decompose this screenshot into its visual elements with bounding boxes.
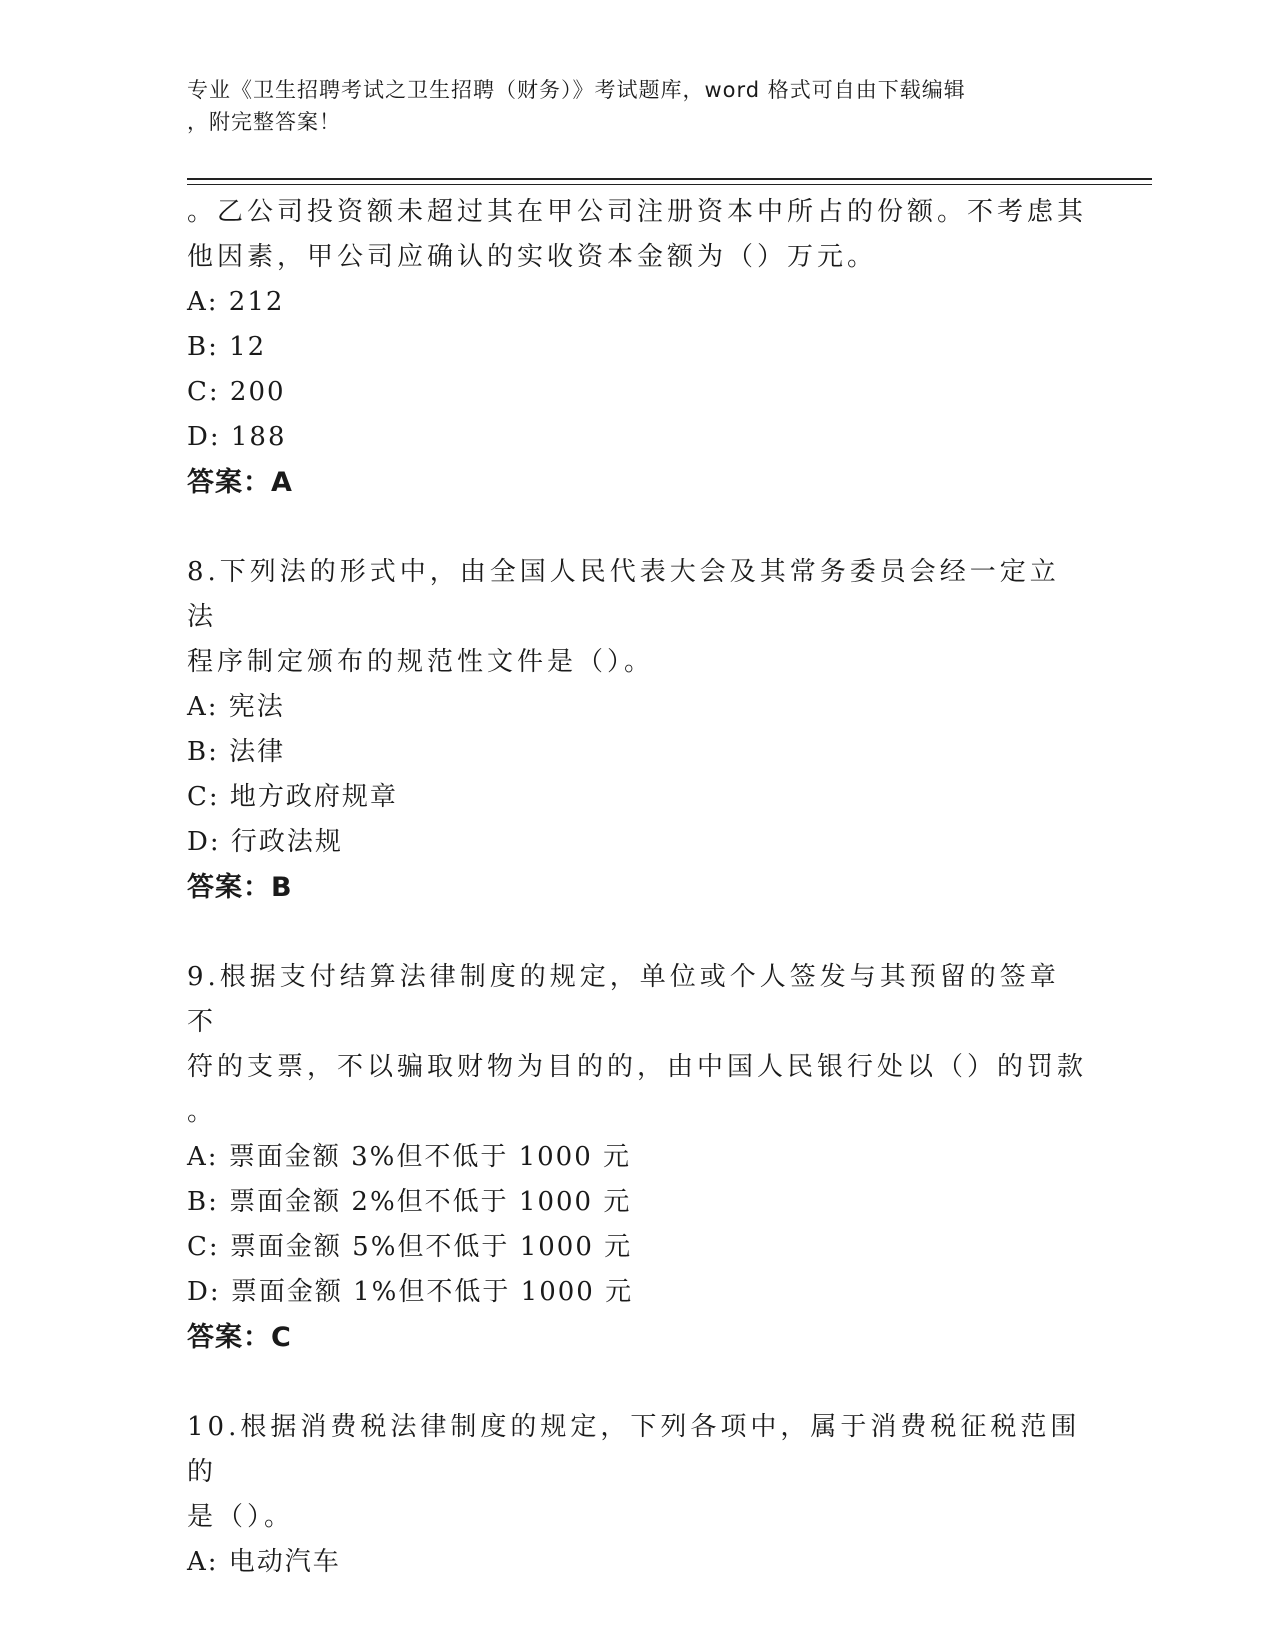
option-a: A: 宪法 bbox=[187, 692, 285, 722]
option-d: D: 188 bbox=[187, 422, 287, 452]
question-text-line: 程序制定颁布的规范性文件是（）。 bbox=[187, 647, 655, 677]
question-text-line: 8.下列法的形式中，由全国人民代表大会及其常务委员会经一定立法 bbox=[187, 557, 1060, 632]
document-header bbox=[187, 74, 1087, 138]
question-10 bbox=[187, 1405, 1087, 1585]
header-line-2: ，附完整答案！ bbox=[187, 110, 341, 134]
option-b: B: 12 bbox=[187, 332, 267, 362]
question-text-line: 符的支票，不以骗取财物为目的的，由中国人民银行处以（）的罚款 bbox=[187, 1052, 1088, 1082]
question-text-line: 。乙公司投资额未超过其在甲公司注册资本中所占的份额。不考虑其 bbox=[187, 197, 1088, 227]
header-rule-thick bbox=[187, 178, 1152, 180]
option-c: C: 200 bbox=[187, 377, 286, 407]
answer-label: 答案：A bbox=[187, 467, 293, 498]
question-text-line: 是（）。 bbox=[187, 1502, 295, 1532]
option-a: A: 212 bbox=[187, 287, 285, 317]
option-b: B: 法律 bbox=[187, 737, 286, 767]
question-9 bbox=[187, 955, 1087, 1360]
option-c: C: 票面金额 5%但不低于 1000 元 bbox=[187, 1232, 633, 1262]
question-7 bbox=[187, 190, 1087, 505]
header-line-1: 专业《卫生招聘考试之卫生招聘（财务）》考试题库，word 格式可自由下载编辑 bbox=[187, 78, 966, 102]
question-8 bbox=[187, 550, 1087, 910]
header-rule-thin bbox=[187, 184, 1152, 185]
option-a: A: 电动汽车 bbox=[187, 1547, 341, 1577]
question-list bbox=[187, 190, 1087, 1585]
option-b: B: 票面金额 2%但不低于 1000 元 bbox=[187, 1187, 632, 1217]
question-text-line: 。 bbox=[187, 1097, 218, 1127]
question-text-line: 他因素，甲公司应确认的实收资本金额为（）万元。 bbox=[187, 242, 878, 272]
question-text-line: 10.根据消费税法律制度的规定，下列各项中，属于消费税征税范围的 bbox=[187, 1412, 1081, 1487]
question-text-line: 9.根据支付结算法律制度的规定，单位或个人签发与其预留的签章不 bbox=[187, 962, 1060, 1037]
option-c: C: 地方政府规章 bbox=[187, 782, 398, 812]
answer-label: 答案：C bbox=[187, 1322, 292, 1353]
option-d: D: 票面金额 1%但不低于 1000 元 bbox=[187, 1277, 634, 1307]
option-a: A: 票面金额 3%但不低于 1000 元 bbox=[187, 1142, 632, 1172]
option-d: D: 行政法规 bbox=[187, 827, 343, 857]
answer-label: 答案：B bbox=[187, 872, 293, 903]
